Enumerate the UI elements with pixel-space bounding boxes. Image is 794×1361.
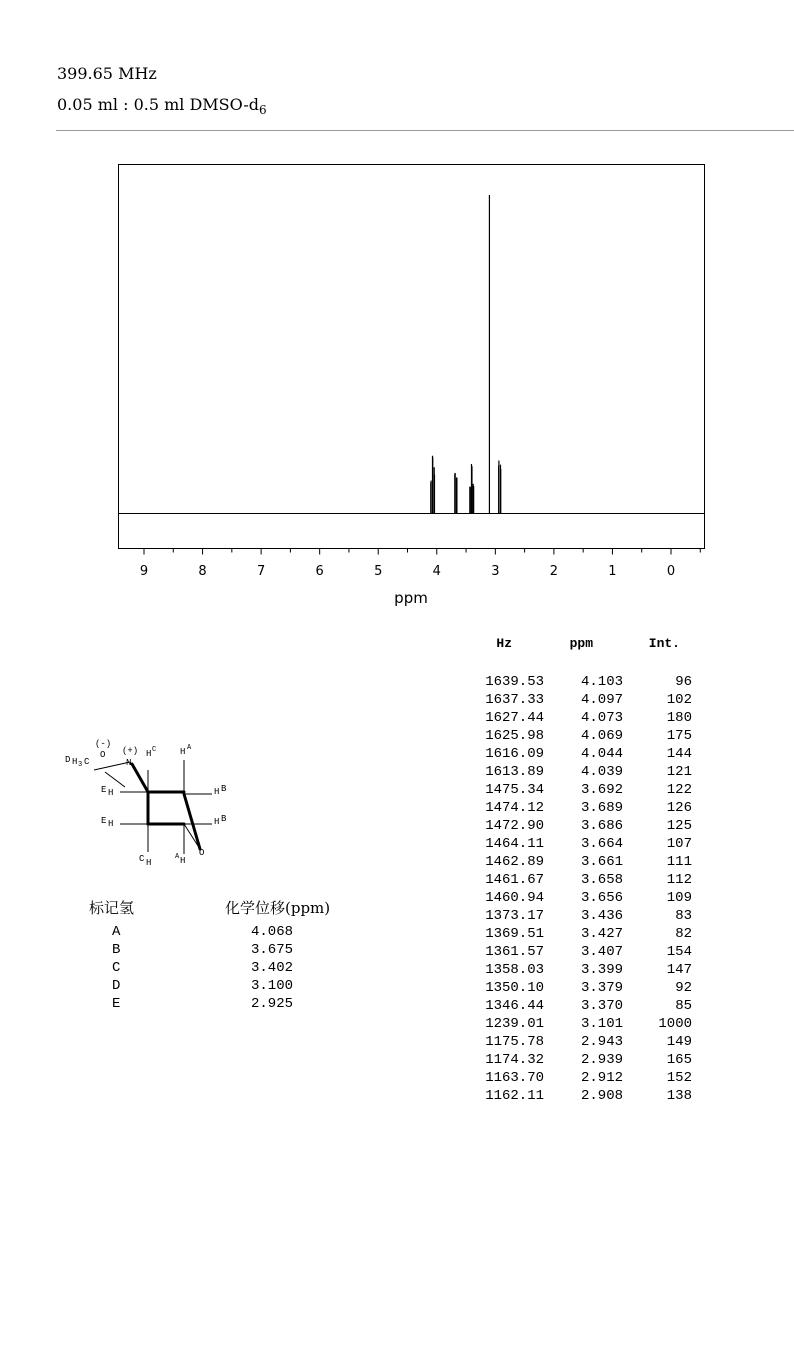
ha-bottom-h: H	[180, 856, 186, 866]
peak-table-row	[470, 980, 700, 998]
peak-ppm-cell: 4.073	[580, 710, 623, 726]
peak-ppm-cell: 3.692	[580, 782, 623, 798]
peak-hz-cell: 1613.89	[485, 764, 544, 780]
ha-top-label: A	[187, 744, 192, 752]
peak-table-row	[470, 1070, 700, 1088]
peak-intensity-cell: 138	[666, 1088, 692, 1104]
assignment-label: B	[112, 942, 121, 958]
hb-upper-label: B	[221, 784, 227, 794]
nmr-spectrum-chart	[0, 0, 794, 620]
peak-intensity-cell: 85	[675, 998, 692, 1014]
ring-oxygen: O	[199, 848, 205, 858]
x-tick-label: 1	[608, 564, 617, 579]
hd-h: H	[146, 858, 152, 868]
spectrometer-frequency: 399.65 MHz	[57, 64, 157, 83]
peak-hz-cell: 1461.67	[485, 872, 544, 888]
peak-intensity-cell: 82	[675, 926, 692, 942]
x-tick-label: 6	[315, 564, 324, 579]
peak-intensity-cell: 175	[666, 728, 692, 744]
he-lower-label: E	[101, 816, 107, 826]
peak-table-row	[470, 944, 700, 962]
peak-hz-cell: 1346.44	[485, 998, 544, 1014]
peak-intensity-cell: 149	[666, 1034, 692, 1050]
assignment-table-body	[100, 924, 340, 1014]
x-tick-label: 5	[374, 564, 383, 579]
peak-hz-cell: 1625.98	[485, 728, 544, 744]
nitrogen-atom: N	[126, 758, 132, 768]
hc-h: H	[146, 749, 152, 759]
peak-table-row	[470, 890, 700, 908]
peak-ppm-cell: 3.407	[580, 944, 623, 960]
x-tick-label: 8	[198, 564, 207, 579]
peak-intensity-cell: 107	[666, 836, 692, 852]
peak-ppm-cell: 4.097	[580, 692, 623, 708]
peak-table-row	[470, 782, 700, 800]
methyl-c: C	[84, 757, 90, 767]
peak-table-row	[470, 764, 700, 782]
peak-table-row	[470, 962, 700, 980]
peak-intensity-cell: 92	[675, 980, 692, 996]
structure-labels	[60, 739, 260, 877]
peak-table-row	[470, 872, 700, 890]
peak-table-row	[470, 854, 700, 872]
peak-intensity-cell: 152	[666, 1070, 692, 1086]
peak-ppm-cell: 3.379	[580, 980, 623, 996]
peak-table-row	[470, 836, 700, 854]
x-axis-label: ppm	[394, 589, 428, 607]
peak-ppm-cell: 3.658	[580, 872, 623, 888]
methyl-h: H	[72, 757, 78, 767]
peak-hz-cell: 1162.11	[485, 1088, 544, 1104]
peak-intensity-cell: 165	[666, 1052, 692, 1068]
peak-table-row	[470, 1034, 700, 1052]
peak-hz-cell: 1475.34	[485, 782, 544, 798]
peak-hz-cell: 1637.33	[485, 692, 544, 708]
ha-top-h: H	[180, 747, 186, 757]
peak-hz-cell: 1174.32	[485, 1052, 544, 1068]
peak-hz-cell: 1627.44	[485, 710, 544, 726]
peak-hz-cell: 1464.11	[485, 836, 544, 852]
peak-intensity-cell: 112	[666, 872, 692, 888]
peak-hz-cell: 1350.10	[485, 980, 544, 996]
peak-table-row	[470, 728, 700, 746]
column-header-int: Int.	[648, 636, 680, 651]
x-tick-label: 3	[491, 564, 500, 579]
peaks-group	[431, 195, 501, 513]
peak-ppm-cell: 3.689	[580, 800, 623, 816]
x-tick-label: 2	[549, 564, 559, 579]
solvent-subscript: 6	[259, 103, 267, 118]
peak-table-body	[470, 674, 700, 1106]
assignment-label: A	[112, 924, 121, 940]
peak-table-row	[470, 818, 700, 836]
peak-table-row	[470, 746, 700, 764]
peak-ppm-cell: 3.399	[580, 962, 623, 978]
oxide-oxygen: O	[100, 750, 106, 760]
peak-intensity-cell: 144	[666, 746, 692, 762]
solvent-text: 0.05 ml : 0.5 ml DMSO-d	[57, 95, 259, 114]
peak-table-row	[470, 800, 700, 818]
peak-ppm-cell: 3.101	[580, 1016, 623, 1032]
assignment-row	[100, 996, 340, 1014]
peak-hz-cell: 1462.89	[485, 854, 544, 870]
column-header-hz: Hz	[496, 636, 512, 651]
peak-intensity-cell: 96	[675, 674, 692, 690]
peak-intensity-cell: 121	[666, 764, 692, 780]
peak-ppm-cell: 4.103	[580, 674, 623, 690]
peak-ppm-cell: 3.436	[580, 908, 623, 924]
oxygen-anion-charge: (-)	[95, 739, 112, 749]
peak-hz-cell: 1239.01	[485, 1016, 544, 1032]
peak-table-row	[470, 1052, 700, 1070]
peak-table-row	[470, 1088, 700, 1106]
assignment-shift: 3.675	[251, 942, 294, 958]
peak-intensity-cell: 102	[666, 692, 692, 708]
x-tick-label: 0	[666, 564, 676, 579]
peak-hz-cell: 1639.53	[485, 674, 544, 690]
hd-label: C	[139, 854, 145, 864]
peak-table-row	[470, 692, 700, 710]
assignment-shift: 3.100	[251, 978, 294, 994]
peak-table-row	[470, 674, 700, 692]
assignment-shift: 2.925	[251, 996, 294, 1012]
peak-table-row	[470, 908, 700, 926]
x-tick-label: 4	[432, 564, 441, 579]
hb-lower-h: H	[214, 817, 220, 827]
peak-intensity-cell: 147	[666, 962, 692, 978]
ha-bottom-label: A	[175, 853, 180, 861]
peak-ppm-cell: 4.039	[580, 764, 623, 780]
assignment-row	[100, 942, 340, 960]
peak-table-row	[470, 1016, 700, 1034]
peak-ppm-cell: 2.939	[580, 1052, 623, 1068]
assignment-row	[100, 924, 340, 942]
peak-hz-cell: 1358.03	[485, 962, 544, 978]
peak-ppm-cell: 3.686	[580, 818, 623, 834]
assignment-row	[100, 960, 340, 978]
peak-ppm-cell: 3.370	[580, 998, 623, 1014]
peak-hz-cell: 1163.70	[485, 1070, 544, 1086]
peak-ppm-cell: 4.069	[580, 728, 623, 744]
peak-intensity-cell: 154	[666, 944, 692, 960]
peak-table-row	[470, 710, 700, 728]
peak-hz-cell: 1361.57	[485, 944, 544, 960]
methyl-subscript: 3	[78, 761, 83, 769]
he-lower-h: H	[108, 819, 114, 829]
peak-ppm-cell: 3.656	[580, 890, 623, 906]
x-tick-label: 7	[256, 564, 266, 579]
hc-label: C	[152, 746, 157, 754]
peak-intensity-cell: 1000	[658, 1016, 692, 1032]
peak-hz-cell: 1474.12	[485, 800, 544, 816]
he-upper-label: E	[101, 785, 107, 795]
peak-hz-cell: 1460.94	[485, 890, 544, 906]
peak-hz-cell: 1472.90	[485, 818, 544, 834]
peak-ppm-cell: 3.661	[580, 854, 623, 870]
ticks-group	[140, 549, 700, 580]
peak-hz-cell: 1369.51	[485, 926, 544, 942]
assignment-shift: 3.402	[251, 960, 294, 976]
peak-hz-cell: 1616.09	[485, 746, 544, 762]
peak-intensity-cell: 109	[666, 890, 692, 906]
peak-intensity-cell: 125	[666, 818, 692, 834]
peak-hz-cell: 1373.17	[485, 908, 544, 924]
peak-hz-cell: 1175.78	[485, 1034, 544, 1050]
peak-intensity-cell: 180	[666, 710, 692, 726]
peak-table-row	[470, 926, 700, 944]
nitrogen-charge: (+)	[122, 746, 139, 756]
assignment-row	[100, 978, 340, 996]
peak-ppm-cell: 4.044	[580, 746, 623, 762]
assignment-shift: 4.068	[251, 924, 294, 940]
methyl-label-d: D	[65, 755, 71, 765]
plot-frame	[119, 165, 705, 549]
peak-ppm-cell: 2.908	[580, 1088, 623, 1104]
peak-intensity-cell: 122	[666, 782, 692, 798]
hb-lower-label: B	[221, 814, 227, 824]
peak-table-row	[470, 998, 700, 1016]
peak-ppm-cell: 3.664	[580, 836, 623, 852]
peak-ppm-cell: 2.943	[580, 1034, 623, 1050]
column-header-ppm: ppm	[569, 636, 593, 651]
hb-upper-h: H	[214, 787, 220, 797]
peak-intensity-cell: 126	[666, 800, 692, 816]
assignment-header-label: 标记氢	[89, 899, 135, 917]
assignment-label: E	[112, 996, 121, 1012]
assignment-label: C	[112, 960, 121, 976]
peak-ppm-cell: 3.427	[580, 926, 623, 942]
peak-intensity-cell: 83	[675, 908, 692, 924]
molecule-structure	[60, 739, 260, 882]
he-upper-h: H	[108, 788, 114, 798]
assignment-header-shift: 化学位移(ppm)	[225, 899, 331, 917]
x-tick-label: 9	[139, 564, 149, 579]
peak-ppm-cell: 2.912	[580, 1070, 623, 1086]
peak-intensity-cell: 111	[666, 854, 692, 870]
assignment-label: D	[112, 978, 121, 994]
